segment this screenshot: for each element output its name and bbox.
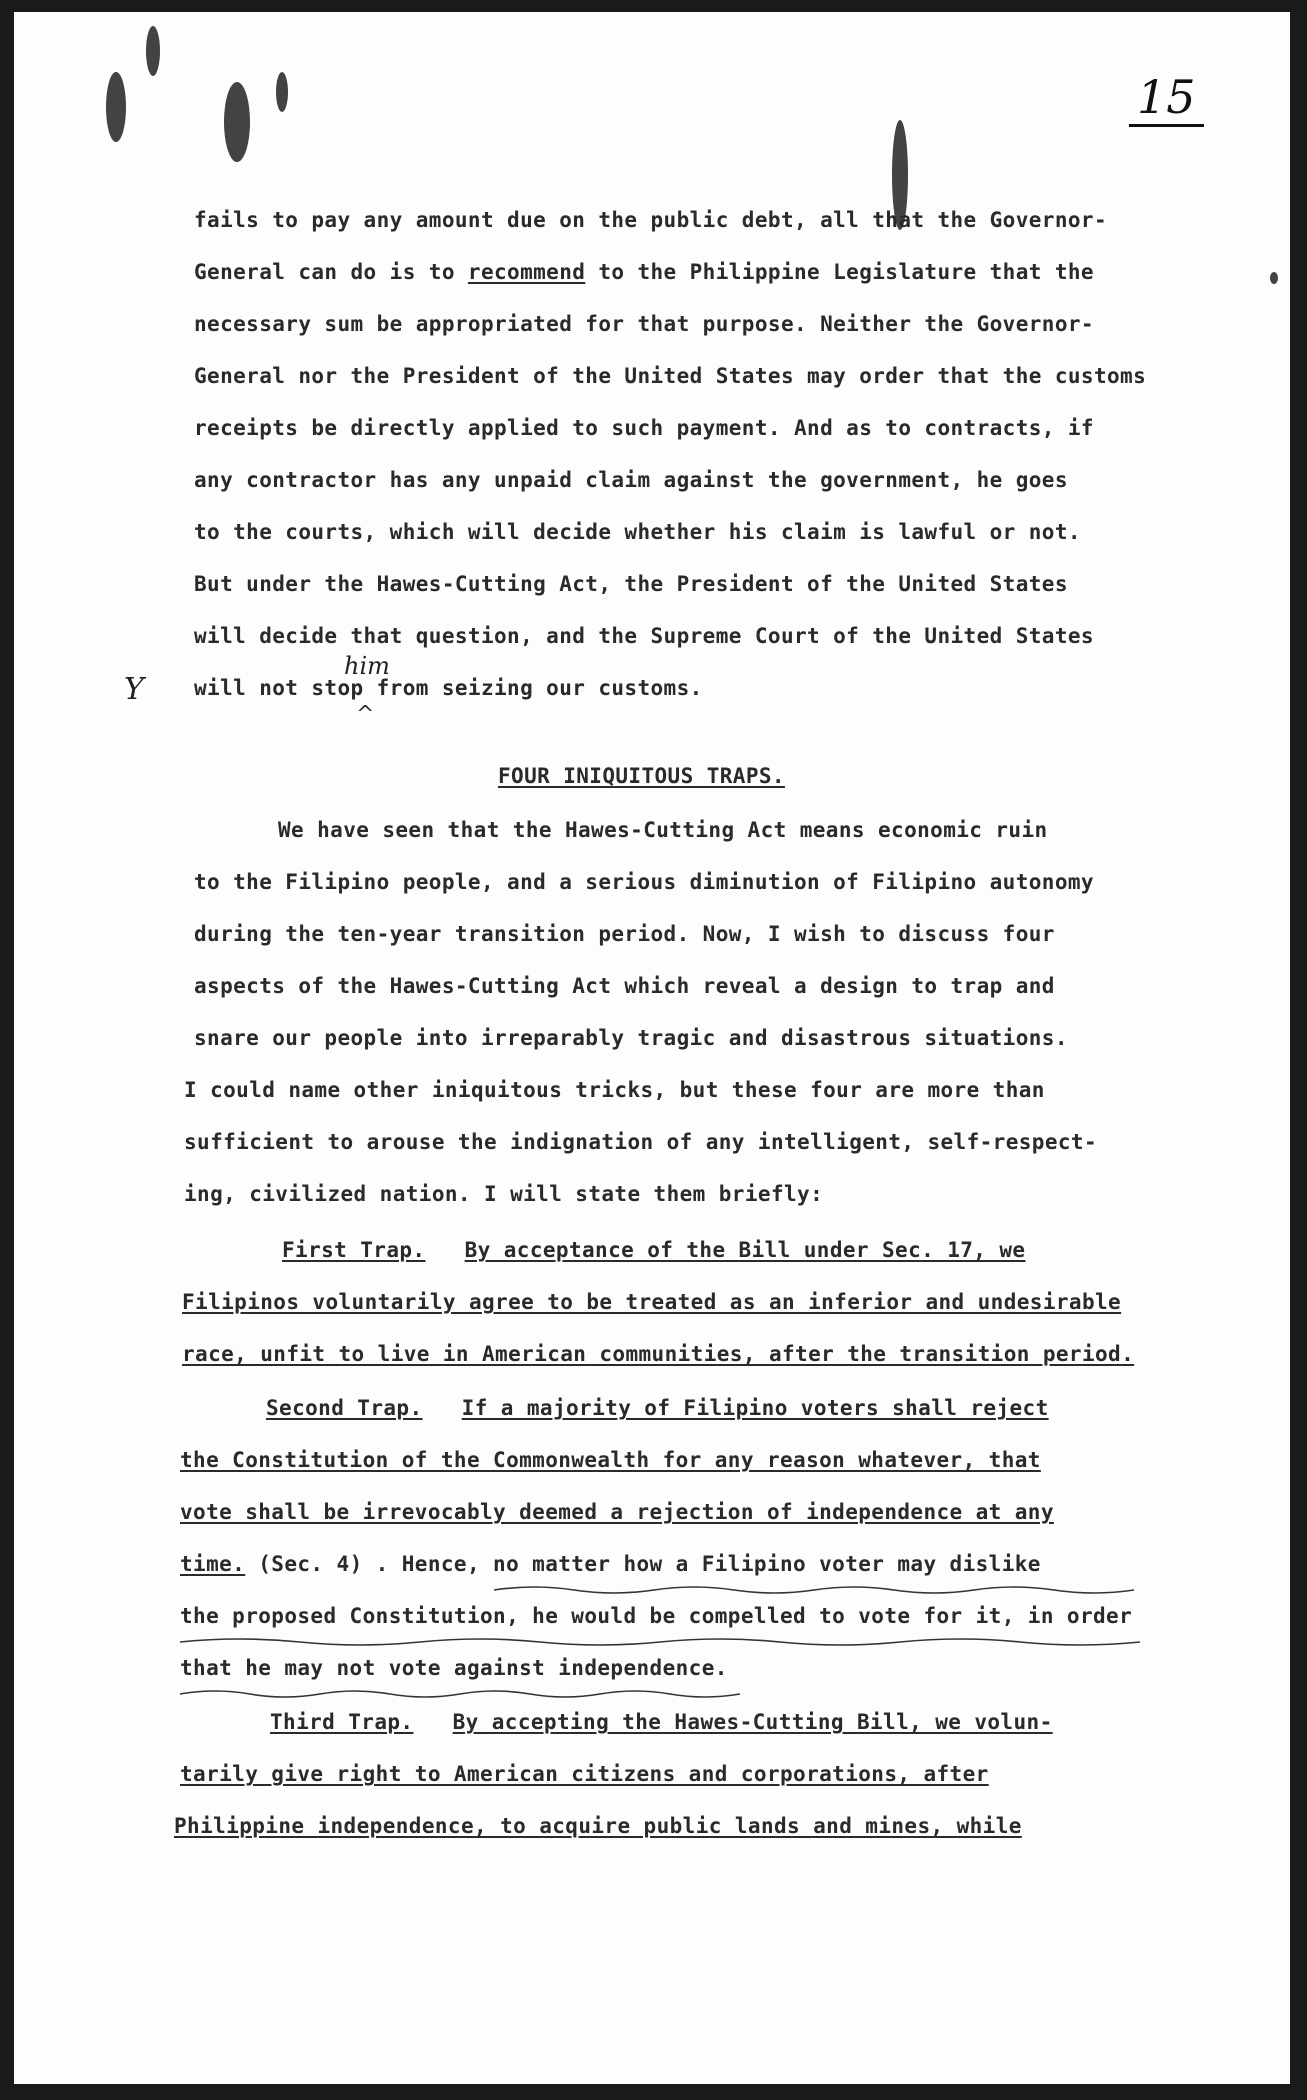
ink-smudge — [224, 82, 250, 162]
text-line: General nor the President of the United States may order that the customs — [194, 364, 1147, 388]
handwritten-insertion: him — [344, 652, 390, 680]
text-line: ing, civilized nation. I will state them briefly: — [184, 1182, 824, 1206]
text-line: any contractor has any unpaid claim against the government, he goes — [194, 468, 1068, 492]
text-line: to the Filipino people, and a serious diminution of Filipino autonomy — [194, 870, 1094, 894]
trap-line: the Constitution of the Commonwealth for any reason whatever, that — [180, 1448, 1041, 1472]
ink-smudge — [1270, 272, 1278, 284]
text-line: fails to pay any amount due on the public debt, all that the Governor- — [194, 208, 1108, 232]
text-line: to the courts, which will decide whether his claim is lawful or not. — [194, 520, 1081, 544]
text-line: receipts be directly applied to such payment. And as to contracts, if — [194, 416, 1094, 440]
text-segment: General can do is to — [194, 260, 468, 284]
pencil-underline — [180, 1634, 1140, 1648]
text-line: during the ten-year transition period. Now, I wish to discuss four — [194, 922, 1055, 946]
text-line — [194, 260, 1094, 284]
text-line: I could name other iniquitous tricks, but these four are more than — [184, 1078, 1045, 1102]
trap-text: If a majority of Filipino voters shall reject — [461, 1396, 1049, 1420]
trap-label: Second Trap. — [266, 1396, 423, 1420]
text-segment: to the Philippine Legislature that the — [585, 260, 1094, 284]
underlined-word: recommend — [467, 260, 586, 284]
text-line: will not stop from seizing our customs. — [194, 676, 703, 700]
spacer — [413, 1710, 452, 1734]
margin-mark: Y — [124, 672, 144, 707]
trap-line — [266, 1396, 1049, 1420]
text-segment: (Sec. 4) . Hence, no matter how a Filipino voter may dislike — [245, 1552, 1041, 1576]
trap-line — [282, 1238, 1025, 1262]
trap-line: race, unfit to live in American communities, after the transition period. — [182, 1342, 1135, 1366]
trap-line — [270, 1710, 1053, 1734]
trap-text: By accepting the Hawes-Cutting Bill, we volun- — [452, 1710, 1053, 1734]
text-line: that he may not vote against independence. — [180, 1656, 728, 1680]
pencil-underline — [180, 1686, 740, 1700]
spacer — [423, 1396, 462, 1420]
text-line: will decide that question, and the Supreme Court of the United States — [194, 624, 1094, 648]
spacer — [425, 1238, 464, 1262]
text-line: the proposed Constitution, he would be compelled to vote for it, in order — [180, 1604, 1133, 1628]
document-page — [14, 12, 1290, 2084]
ink-smudge — [106, 72, 126, 142]
text-line: snare our people into irreparably tragic and disastrous situations. — [194, 1026, 1068, 1050]
ink-smudge — [146, 26, 160, 76]
text-line: But under the Hawes-Cutting Act, the President of the United States — [194, 572, 1068, 596]
section-heading: FOUR INIQUITOUS TRAPS. — [498, 764, 785, 788]
trap-line — [180, 1552, 1041, 1576]
page-number: 15 — [1129, 74, 1204, 127]
trap-line: Filipinos voluntarily agree to be treated as an inferior and undesirable — [182, 1290, 1122, 1314]
text-line: sufficient to arouse the indignation of any intelligent, self-respect- — [184, 1130, 1098, 1154]
insertion-caret: ^ — [356, 702, 375, 727]
text-line: necessary sum be appropriated for that purpose. Neither the Governor- — [194, 312, 1094, 336]
trap-line: Philippine independence, to acquire public lands and mines, while — [174, 1814, 1022, 1838]
ink-smudge — [276, 72, 288, 112]
text-line: aspects of the Hawes-Cutting Act which reveal a design to trap and — [194, 974, 1055, 998]
trap-label: Third Trap. — [270, 1710, 414, 1734]
trap-line: vote shall be irrevocably deemed a rejection of independence at any — [180, 1500, 1054, 1524]
trap-text: By acceptance of the Bill under Sec. 17, we — [464, 1238, 1026, 1262]
text-line: We have seen that the Hawes-Cutting Act means economic ruin — [278, 818, 1048, 842]
trap-text: time. — [180, 1552, 246, 1576]
trap-line: tarily give right to American citizens and corporations, after — [180, 1762, 989, 1786]
pencil-underline — [494, 1582, 1134, 1596]
trap-label: First Trap. — [282, 1238, 426, 1262]
